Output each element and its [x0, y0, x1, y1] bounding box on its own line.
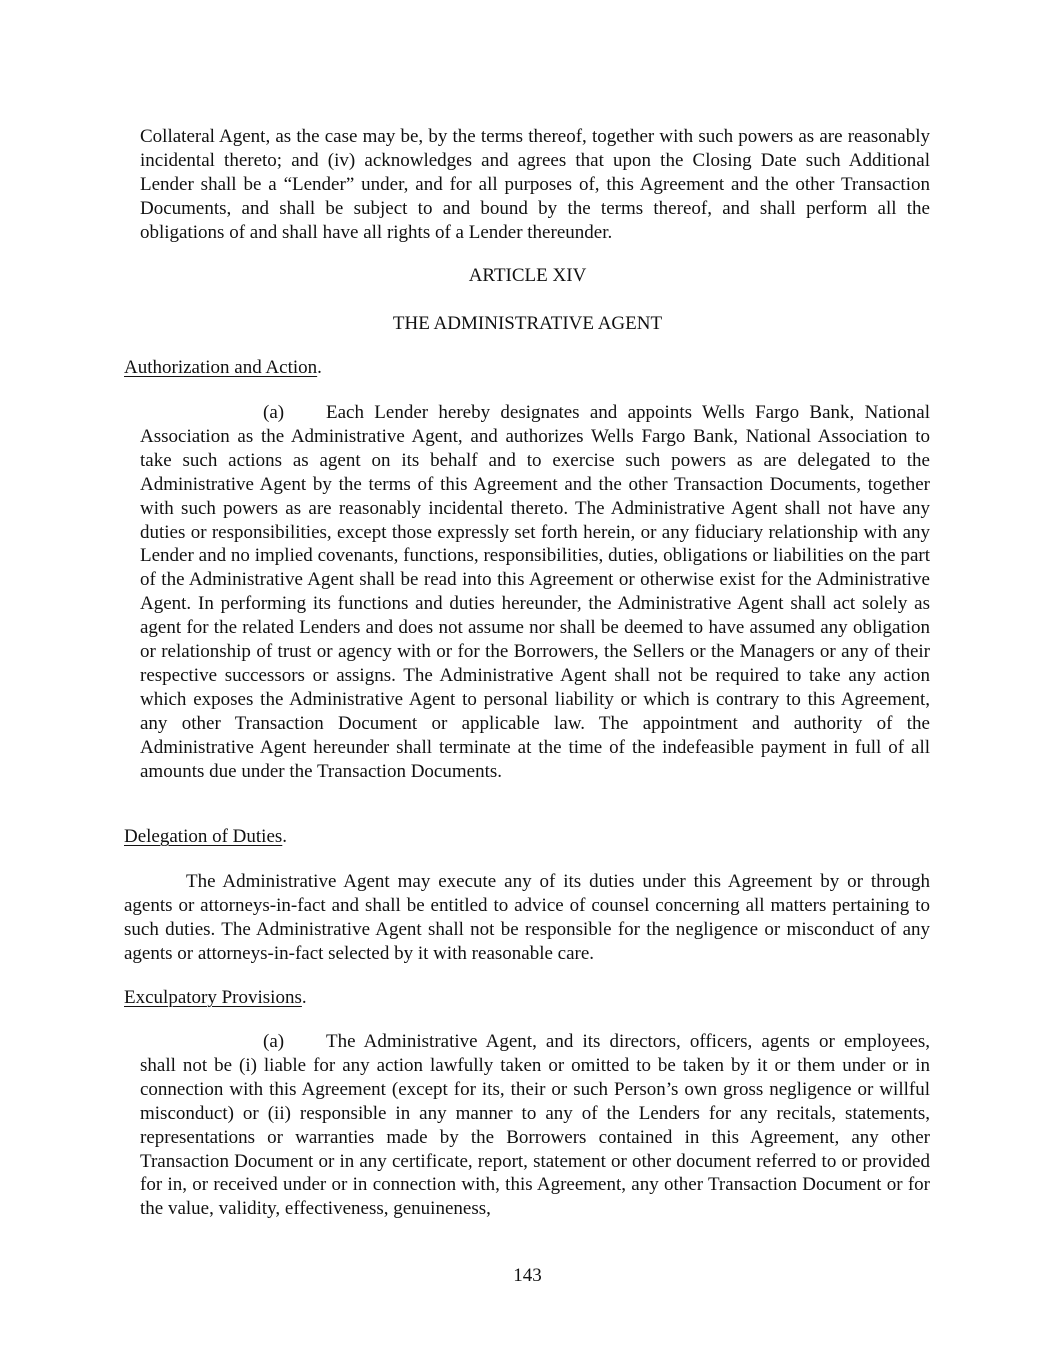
authorization-paragraph-text: Each Lender hereby designates and appoints Wells Fargo Bank, National Association as the Administrative Agent, and authorizes Wells Fargo Bank, National Association to take such actions as agent on its behalf and to exercise such powers as are delegated to the Administrative Agent by the terms of this Agreement and the other Transaction Documents, together with such powers as are reasonably incidental thereto. The Administrative Agent shall not have any duties or responsibilities, except those expressly set forth herein, or any fiduciary relationship with any Lender and no implied covenants, functions, responsibilities, duties, obligations or liabilities on the part of the Administrative Agent shall be read into this Agreement or otherwise exist for the Administrative Agent. In performing its functions and duties hereunder, the Administrative Agent shall act solely as agent for the related Lenders and does not assume nor shall be deemed to have assumed any obligation or relationship of trust or agency with or for the Borrowers, the Sellers or the Managers or any of their respective successors or assigns. The Administrative Agent shall not be required to take any action which exposes the Administrative Agent to personal liability or which is contrary to this Agreement, any other Transaction Document or applicable law. The appointment and authority of the Administrative Agent hereunder shall terminate at the time of the indefeasible payment in full of all amounts due under the Transaction Documents. — [140, 402, 930, 782]
section-heading-authorization-text: Authorization and Action — [124, 357, 318, 378]
section-heading-exculpatory — [124, 986, 307, 1010]
heading-period: . — [301, 987, 307, 1008]
article-number: ARTICLE XIV — [468, 265, 587, 286]
item-label-a: (a) — [263, 1031, 285, 1052]
section-heading-exculpatory-text: Exculpatory Provisions — [124, 987, 302, 1008]
item-label-a: (a) — [263, 402, 285, 423]
article-title: THE ADMINISTRATIVE AGENT — [392, 313, 663, 334]
heading-period: . — [317, 357, 322, 378]
section-heading-delegation — [124, 825, 287, 849]
section-heading-delegation-text: Delegation of Duties — [124, 826, 283, 847]
exculpatory-paragraph-text: The Administrative Agent, and its directors, officers, agents or employees, shall not be (i) liable for any action lawfully taken or omitted to be taken by it or them under or in connection with this Agreement (except for its, their or such Person’s own gross negligence or willful misconduct) or (ii) responsible in any manner to any of the Lenders for any recitals, statements, representations or warranties made by the Borrowers contained in this Agreement, any other Transaction Document or in any certificate, report, statement or other document referred to or provided for in, or received under or in connection with, this Agreement, any other Transaction Document or for the value, validity, effectiveness, genuineness, — [140, 1031, 930, 1220]
authorization-paragraph — [140, 401, 930, 784]
page-number: 143 — [513, 1265, 542, 1286]
exculpatory-paragraph — [140, 1030, 930, 1221]
continuation-paragraph: Collateral Agent, as the case may be, by the terms thereof, together with such powers as are reasonably incidental thereto; and (iv) acknowledges and agrees that upon the Closing Date such Additional Lender shall be a “Lender” under, and for all purposes of, this Agreement and the other Transaction Documents, and shall be subject to and bound by the terms thereof, and shall perform all the obligations of and shall have all rights of a Lender thereunder. — [140, 126, 930, 243]
delegation-paragraph: The Administrative Agent may execute any of its duties under this Agreement by or through agents or attorneys-in-fact and shall be entitled to advice of counsel concerning all matters pertaining to such duties. The Administrative Agent shall not be responsible for the negligence or misconduct of any agents or attorneys-in-fact selected by it with reasonable care. — [124, 871, 930, 964]
heading-period: . — [282, 826, 288, 847]
section-heading-authorization — [124, 356, 322, 380]
